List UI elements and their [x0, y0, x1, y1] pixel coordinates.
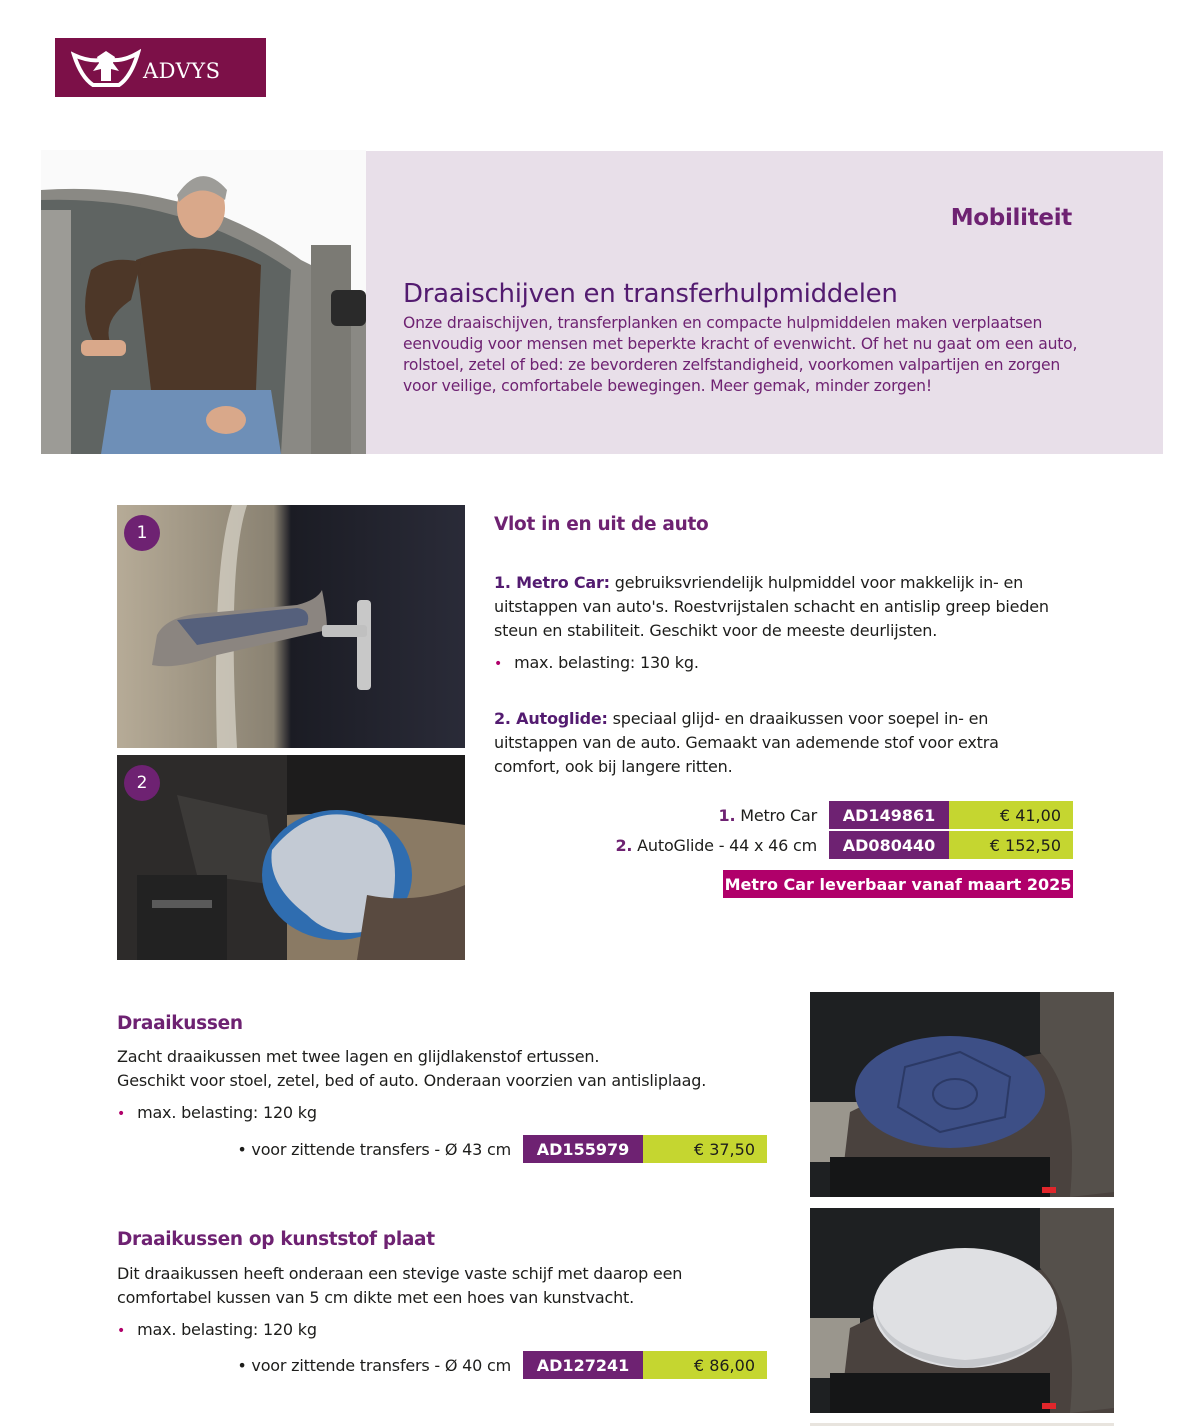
price-row: • voor zittende transfers - Ø 43 cm AD155979 € 37,50: [200, 1135, 767, 1163]
description-line: comfortabel kussen van 5 cm dikte met een hoes van kunstvacht.: [117, 1288, 634, 1307]
autoglide-photo: [117, 755, 465, 960]
price-row: • voor zittende transfers - Ø 40 cm AD127241 € 86,00: [200, 1351, 767, 1379]
article-code: AD080440: [829, 831, 949, 859]
price-row: 2. AutoGlide - 44 x 46 cm AD080440 € 152,50: [540, 831, 1073, 859]
section-title-draaikussen: Draaikussen: [117, 1013, 243, 1034]
product-number-badge: 2: [124, 765, 160, 801]
price: € 152,50: [949, 831, 1073, 859]
metro-car-photo: [117, 505, 465, 748]
brand-logo: [55, 38, 266, 97]
article-code: AD155979: [523, 1135, 643, 1163]
product-number-badge: 1: [124, 515, 160, 551]
article-code: AD127241: [523, 1351, 643, 1379]
price: € 41,00: [949, 801, 1073, 829]
product-description-autoglide: 2. Autoglide: speciaal glijd- en draaikussen voor soepel in- en uitstappen van de auto. Gemaakt van ademende stof voor extra comfort, ook bij langere ritten.: [494, 709, 999, 776]
spec-bullet: • max. belasting: 130 kg.: [494, 653, 699, 672]
article-code: AD149861: [829, 801, 949, 829]
spec-bullet: • max. belasting: 120 kg: [117, 1320, 317, 1339]
spec-bullet: • max. belasting: 120 kg: [117, 1103, 317, 1122]
bullet-icon: •: [117, 1106, 126, 1122]
product-name: 1. Metro Car:: [494, 573, 610, 592]
description-line: Dit draaikussen heeft onderaan een stevige vaste schijf met daarop een: [117, 1264, 683, 1283]
price-table-draaikussen: [200, 1135, 767, 1165]
advys-logo-icon: [71, 47, 141, 89]
brand-name: ADVYS: [143, 58, 221, 83]
price: € 37,50: [643, 1135, 767, 1163]
draaikussen-photo: [810, 992, 1114, 1197]
price-table-plaat: [200, 1351, 767, 1381]
section-title-plaat: Draaikussen op kunststof plaat: [117, 1229, 435, 1250]
product-name: 2. Autoglide:: [494, 709, 608, 728]
bullet-icon: •: [494, 656, 503, 672]
page-title: Draaischijven en transferhulpmiddelen: [403, 279, 898, 309]
category-title: Mobiliteit: [950, 205, 1072, 231]
bullet-icon: •: [117, 1323, 126, 1339]
description-line: Zacht draaikussen met twee lagen en glijdlakenstof ertussen.: [117, 1047, 600, 1066]
hero-intro-text: Onze draaischijven, transferplanken en compacte hulpmiddelen maken verplaatsen eenvoudig voor mensen met beperkte kracht of evenwicht. Of het nu gaat om een auto, rolstoel, zetel of bed: ze bevorderen zelfstandigheid, voorkomen valpartijen en zorgen voor veilige, comfortabele bewegingen. Meer gemak, minder zorgen!: [403, 314, 1078, 395]
section-title-car: Vlot in en uit de auto: [494, 514, 709, 535]
price-table-car: [540, 801, 1073, 861]
price: € 86,00: [643, 1351, 767, 1379]
price-row: 1. Metro Car AD149861 € 41,00: [540, 801, 1073, 829]
product-description-metro-car: 1. Metro Car: gebruiksvriendelijk hulpmiddel voor makkelijk in- en uitstappen van auto's. Roestvrijstalen schacht en antislip greep bieden steun en stabiliteit. Geschikt voor de meeste deurlijsten.: [494, 573, 1049, 640]
hero-photo: [41, 150, 366, 454]
availability-notice: Metro Car leverbaar vanaf maart 2025: [723, 870, 1073, 898]
draaikussen-plaat-photo: [810, 1208, 1114, 1413]
description-line: Geschikt voor stoel, zetel, bed of auto. Onderaan voorzien van antisliplaag.: [117, 1071, 707, 1090]
